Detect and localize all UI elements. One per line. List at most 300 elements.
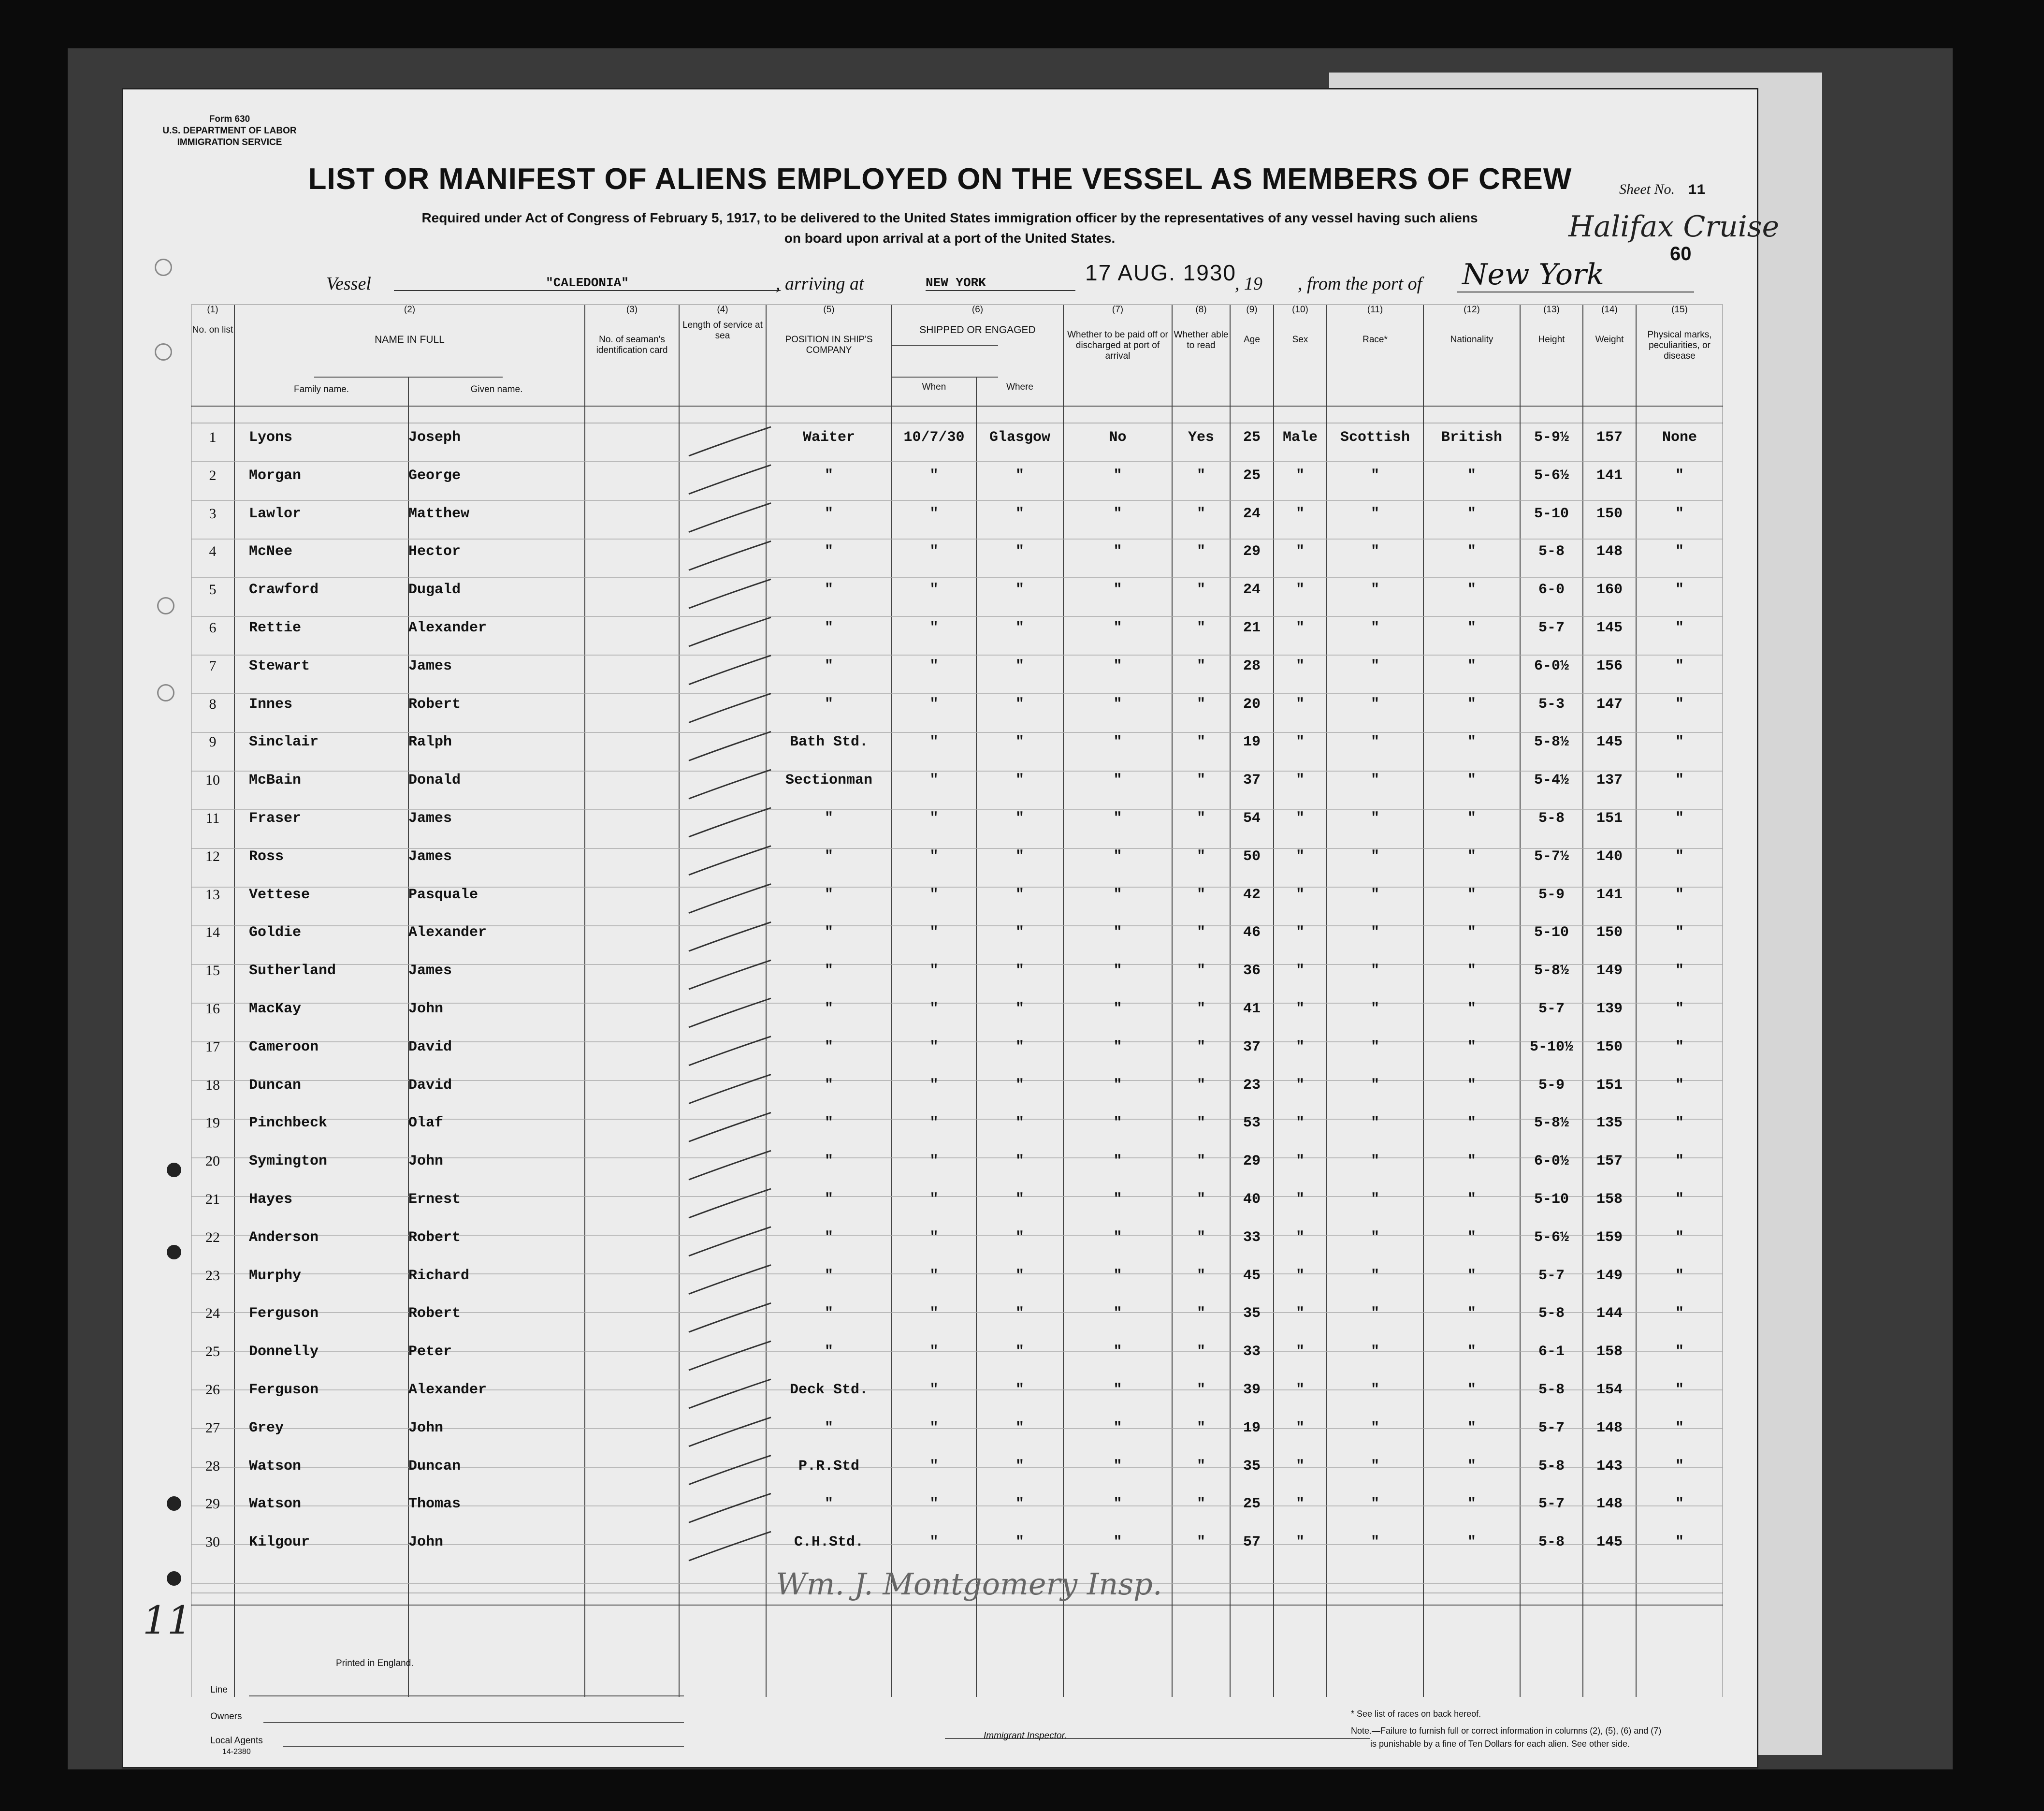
paid-off-cell: " [1113,467,1122,484]
row-number-cell: 9 [209,734,217,750]
shipped-where-cell: " [1015,1153,1024,1170]
row-number-cell: 17 [205,1038,220,1055]
service-tick-mark [689,770,771,799]
shipped-when-cell: 10/7/30 [903,429,965,446]
nationality-cell: " [1467,505,1476,522]
shipped-when-cell: " [929,810,939,827]
family-name-cell: Pinchbeck [249,1115,328,1132]
shipped-when-cell: " [929,1229,939,1246]
col-5-num: (5) [823,305,835,315]
col-1-label: No. on list [192,325,233,335]
shipped-when-cell: " [929,543,939,560]
service-tick-mark [689,1151,771,1180]
able-to-read-cell: " [1196,772,1205,789]
able-to-read-cell: " [1196,734,1205,751]
binder-hole [155,343,172,361]
able-to-read-cell: " [1196,467,1205,484]
sex-cell: " [1295,1038,1305,1055]
col-14-header [1583,305,1636,345]
race-cell: " [1370,657,1379,674]
paid-off-cell: " [1113,810,1122,827]
given-name-cell: David [408,1038,452,1055]
margin-note: 11 [143,1598,192,1643]
position-cell: " [824,582,833,599]
position-cell: " [824,924,833,941]
race-cell: " [1370,1191,1379,1208]
col-4-label: Length of service at sea [682,320,763,341]
weight-cell: 151 [1596,1077,1623,1094]
service-tick-mark [689,846,771,875]
sex-cell: " [1295,1534,1305,1551]
service-tick-mark [689,1341,771,1370]
col-1-num: (1) [207,305,218,315]
nationality-cell: " [1467,657,1476,674]
shipped-when-cell: " [929,1267,939,1284]
shipped-where-cell: " [1015,505,1024,522]
date-stamp: 17 AUG. 1930 [1085,260,1236,285]
physical-marks-cell: " [1675,1496,1684,1513]
nationality-cell: " [1467,1382,1476,1398]
physical-marks-cell: " [1675,963,1684,979]
height-cell: 5-7 [1538,1001,1565,1017]
position-cell: " [824,1191,833,1208]
col-11-label: Race* [1363,335,1388,345]
physical-marks-cell: " [1675,848,1684,865]
shipped-where-cell: " [1015,963,1024,979]
sex-cell: " [1295,620,1305,636]
family-name-cell: Murphy [249,1267,302,1284]
able-to-read-cell: " [1196,1344,1205,1360]
family-name-cell: Ferguson [249,1382,319,1398]
position-cell: Sectionman [785,772,873,789]
shipped-when-cell: " [929,963,939,979]
sex-cell: " [1295,1305,1305,1322]
col-11-header [1327,305,1423,345]
race-cell: " [1370,1496,1379,1513]
position-cell: " [824,810,833,827]
races-note: * See list of races on back hereof. [1351,1709,1481,1719]
vessel-label: Vessel [326,274,371,294]
able-to-read-cell: " [1196,1534,1205,1551]
height-cell: 5-4½ [1534,772,1569,789]
paid-off-cell: " [1113,543,1122,560]
able-to-read-cell: " [1196,505,1205,522]
physical-marks-cell: " [1675,734,1684,751]
family-name-cell: Vettese [249,886,310,903]
weight-cell: 157 [1596,1153,1623,1170]
footer-line-label: Line [210,1685,228,1695]
family-name-cell: MacKay [249,1001,302,1017]
weight-cell: 148 [1596,1496,1623,1513]
race-cell: " [1370,924,1379,941]
service: IMMIGRATION SERVICE [177,137,282,147]
age-cell: 19 [1243,1419,1261,1436]
shipped-when-cell: " [929,886,939,903]
paid-off-cell: " [1113,1344,1122,1360]
nationality-cell: " [1467,1001,1476,1017]
height-cell: 5-8 [1538,1382,1565,1398]
paid-off-cell: " [1113,734,1122,751]
service-tick-mark [689,1532,771,1561]
shipped-where-cell: " [1015,1038,1024,1055]
nationality-cell: " [1467,1458,1476,1475]
col-14-label: Weight [1595,335,1624,345]
from-port: New York [1457,258,1694,292]
footer-agents-label: Local Agents [210,1736,263,1746]
paid-off-cell: " [1113,886,1122,903]
position-cell: " [824,1496,833,1513]
shipped-when-cell: " [929,1496,939,1513]
given-name-cell: Hector [408,543,461,560]
age-cell: 28 [1243,657,1261,674]
col-6-header [892,305,1063,336]
height-cell: 5-7 [1538,1496,1565,1513]
sex-cell: " [1295,924,1305,941]
service-tick-mark [689,1189,771,1218]
race-cell: " [1370,1153,1379,1170]
family-name-cell: Grey [249,1419,284,1436]
sex-cell: " [1295,1419,1305,1436]
arriving-label: , arriving at [776,274,864,294]
col-13-num: (13) [1543,305,1560,315]
paid-off-cell: " [1113,924,1122,941]
shipped-where-cell: " [1015,924,1024,941]
family-name-cell: Ross [249,848,284,865]
binder-hole [155,259,172,276]
printed-in: Printed in England. [336,1658,414,1668]
paid-off-cell: " [1113,1038,1122,1055]
row-number-cell: 28 [205,1458,220,1474]
requirement-line-1: Required under Act of Congress of February 5, 1917, to be delivered to the United States immigration officer by the representatives of any vessel having such aliens [421,210,1478,225]
given-name-cell: Ernest [408,1191,461,1208]
shipped-where-cell: " [1015,1458,1024,1475]
able-to-read-cell: " [1196,1419,1205,1436]
binder-hole [167,1163,181,1177]
given-name-cell: James [408,657,452,674]
height-cell: 5-7 [1538,1419,1565,1436]
sex-cell: " [1295,848,1305,865]
col-8-num: (8) [1195,305,1207,315]
weight-cell: 145 [1596,620,1623,636]
physical-marks-cell: " [1675,620,1684,636]
shipped-where-cell: " [1015,886,1024,903]
sex-cell: " [1295,772,1305,789]
position-cell: C.H.Std. [794,1534,864,1551]
shipped-where-cell: " [1015,1191,1024,1208]
given-name-cell: Duncan [408,1458,461,1475]
physical-marks-cell: " [1675,1305,1684,1322]
height-cell: 5-8 [1538,543,1565,560]
service-tick-mark [689,694,771,723]
weight-cell: 158 [1596,1191,1623,1208]
position-cell: Deck Std. [789,1382,869,1398]
given-name-cell: David [408,1077,452,1094]
nationality-cell: " [1467,620,1476,636]
age-cell: 33 [1243,1344,1261,1360]
row-number-cell: 14 [205,924,220,941]
position-cell: " [824,963,833,979]
weight-cell: 135 [1596,1115,1623,1132]
able-to-read-cell: " [1196,1382,1205,1398]
family-name-cell: Goldie [249,924,302,941]
weight-cell: 154 [1596,1382,1623,1398]
family-name-cell: Sinclair [249,734,319,751]
nationality-cell: British [1441,429,1503,446]
sex-cell: " [1295,696,1305,713]
race-cell: " [1370,582,1379,599]
shipped-when-cell: " [929,1191,939,1208]
weight-cell: 157 [1596,429,1623,446]
weight-cell: 140 [1596,848,1623,865]
family-name-cell: Cameroon [249,1038,319,1055]
height-cell: 6-0½ [1534,1153,1569,1170]
position-cell: " [824,886,833,903]
height-cell: 5-8½ [1534,1115,1569,1132]
service-tick-mark [689,656,771,685]
able-to-read-cell: " [1196,657,1205,674]
service-tick-mark [689,808,771,837]
col-2-header [234,305,585,345]
paid-off-cell: " [1113,1305,1122,1322]
position-cell: " [824,1267,833,1284]
nationality-cell: " [1467,886,1476,903]
family-name-cell: Crawford [249,582,319,599]
row-number-cell: 26 [205,1382,220,1398]
given-name-cell: James [408,848,452,865]
height-cell: 5-6½ [1534,467,1569,484]
col-3-num: (3) [626,305,638,315]
family-name-cell: Ferguson [249,1305,319,1322]
age-cell: 35 [1243,1458,1261,1475]
row-number-cell: 18 [205,1077,220,1093]
col-3-header [585,305,679,356]
age-cell: 54 [1243,810,1261,827]
physical-marks-cell: " [1675,505,1684,522]
height-cell: 5-7½ [1534,848,1569,865]
age-cell: 25 [1243,429,1261,446]
paid-off-cell: " [1113,1077,1122,1094]
department: U.S. DEPARTMENT OF LABOR [162,126,297,136]
given-name-cell: Thomas [408,1496,461,1513]
given-name-cell: George [408,467,461,484]
given-name-cell: Matthew [408,505,470,522]
race-cell: " [1370,1458,1379,1475]
shipped-where-cell: " [1015,620,1024,636]
age-cell: 21 [1243,620,1261,636]
given-name-cell: John [408,1534,444,1551]
family-name-cell: Morgan [249,467,302,484]
nationality-cell: " [1467,543,1476,560]
age-cell: 25 [1243,467,1261,484]
given-name-cell: Joseph [408,429,461,446]
nationality-cell: " [1467,810,1476,827]
age-cell: 37 [1243,772,1261,789]
position-cell: " [824,696,833,713]
col-14-num: (14) [1601,305,1618,315]
shipped-when-cell: " [929,1382,939,1398]
col-8-label: Whether able to read [1174,330,1229,351]
given-name-cell: Robert [408,696,461,713]
weight-cell: 137 [1596,772,1623,789]
family-name-cell: Symington [249,1153,328,1170]
inspector-label: Immigrant Inspector. [984,1731,1067,1741]
age-cell: 53 [1243,1115,1261,1132]
service-tick-mark [689,1456,771,1485]
service-tick-mark [689,1227,771,1256]
shipped-when-cell: " [929,696,939,713]
height-cell: 5-10 [1534,505,1569,522]
shipped-where-cell: " [1015,810,1024,827]
nationality-cell: " [1467,1267,1476,1284]
sex-cell: " [1295,1077,1305,1094]
binder-hole [167,1571,181,1586]
sex-cell: " [1295,582,1305,599]
position-cell: Bath Std. [789,734,869,751]
col-4-num: (4) [717,305,728,315]
col-3-label: No. of seaman's identification card [596,335,668,355]
weight-cell: 160 [1596,582,1623,599]
weight-cell: 145 [1596,734,1623,751]
row-number-cell: 27 [205,1419,220,1436]
manifest-sheet [123,89,1780,1767]
shipped-when-cell: " [929,505,939,522]
given-name-cell: James [408,963,452,979]
row-number-cell: 29 [205,1496,220,1512]
col-13-header [1520,305,1583,345]
page-title: LIST OR MANIFEST OF ALIENS EMPLOYED ON THE VESSEL AS MEMBERS OF CREW [308,162,1572,196]
height-cell: 6-0 [1538,582,1565,599]
weight-cell: 156 [1596,657,1623,674]
row-number-cell: 21 [205,1191,220,1207]
able-to-read-cell: " [1196,1001,1205,1017]
physical-marks-cell: " [1675,467,1684,484]
weight-cell: 139 [1596,1001,1623,1017]
family-name-cell: Innes [249,696,293,713]
age-cell: 42 [1243,886,1261,903]
sex-cell: Male [1282,429,1318,446]
footer-line-rule [249,1695,684,1696]
family-name-cell: Anderson [249,1229,319,1246]
shipped-when-cell: " [929,467,939,484]
given-name-cell: James [408,810,452,827]
inspector-signature: Wm. J. Montgomery Insp. [776,1566,1162,1602]
sheet-number-value: 11 [1688,182,1706,199]
service-tick-mark [689,579,771,608]
race-cell: " [1370,505,1379,522]
family-name-cell: Sutherland [249,963,336,979]
able-to-read-cell: " [1196,1077,1205,1094]
nationality-cell: " [1467,848,1476,865]
service-tick-mark [689,998,771,1027]
sex-cell: " [1295,1001,1305,1017]
weight-cell: 141 [1596,886,1623,903]
paid-off-cell: " [1113,1267,1122,1284]
physical-marks-cell: " [1675,1534,1684,1551]
able-to-read-cell: " [1196,1305,1205,1322]
nationality-cell: " [1467,1344,1476,1360]
col-8-header [1172,305,1230,351]
position-cell: " [824,1305,833,1322]
sex-cell: " [1295,963,1305,979]
shipped-when-cell: " [929,848,939,865]
paid-off-cell: " [1113,772,1122,789]
position-cell: " [824,1001,833,1017]
shipped-where-cell: " [1015,1534,1024,1551]
physical-marks-cell: " [1675,1458,1684,1475]
given-name-cell: John [408,1153,444,1170]
footer-agents-rule [283,1746,684,1747]
shipped-where-cell: " [1015,1001,1024,1017]
shipped-where-cell: " [1015,1305,1024,1322]
row-number-cell: 20 [205,1153,220,1169]
nationality-cell: " [1467,1191,1476,1208]
race-cell: " [1370,886,1379,903]
sex-cell: " [1295,810,1305,827]
able-to-read-cell: " [1196,963,1205,979]
able-to-read-cell: " [1196,886,1205,903]
binder-hole [157,684,174,701]
page-count: 60 [1670,243,1692,264]
age-cell: 29 [1243,1153,1261,1170]
height-cell: 6-0½ [1534,657,1569,674]
shipped-where-cell: " [1015,657,1024,674]
shipped-where-cell: " [1015,1419,1024,1436]
col-6-label: SHIPPED OR ENGAGED [919,324,1036,336]
family-name-cell: McNee [249,543,293,560]
row-number-cell: 1 [209,429,217,445]
col-4-header [679,305,766,341]
nationality-cell: " [1467,1229,1476,1246]
physical-marks-cell: " [1675,657,1684,674]
col-15-num: (15) [1671,305,1688,315]
height-cell: 6-1 [1538,1344,1565,1360]
form-header [162,114,297,148]
weight-cell: 145 [1596,1534,1623,1551]
col-12-label: Nationality [1450,335,1493,345]
position-cell: " [824,1344,833,1360]
binder-hole [167,1245,181,1259]
row-number-cell: 10 [205,772,220,789]
where-header: Where [1006,382,1033,392]
race-cell: " [1370,734,1379,751]
col-15-header [1636,305,1723,362]
shipped-when-cell: " [929,1305,939,1322]
shipped-where-cell: " [1015,1115,1024,1132]
given-name-cell: Richard [408,1267,470,1284]
position-cell: " [824,1038,833,1055]
physical-marks-cell: " [1675,543,1684,560]
race-cell: " [1370,1382,1379,1398]
shipped-when-cell: " [929,1419,939,1436]
sex-cell: " [1295,1267,1305,1284]
service-tick-mark [689,503,771,532]
paid-off-cell: " [1113,1496,1122,1513]
physical-marks-cell: " [1675,1419,1684,1436]
age-cell: 50 [1243,848,1261,865]
nationality-cell: " [1467,1038,1476,1055]
nationality-cell: " [1467,1077,1476,1094]
height-cell: 5-8 [1538,1458,1565,1475]
physical-marks-cell: None [1662,429,1697,446]
able-to-read-cell: " [1196,543,1205,560]
age-cell: 57 [1243,1534,1261,1551]
family-name-cell: Hayes [249,1191,293,1208]
race-cell: " [1370,963,1379,979]
service-tick-mark [689,1417,771,1446]
height-cell: 5-8 [1538,1534,1565,1551]
position-cell: " [824,1115,833,1132]
sheet-number-label: Sheet No. [1619,181,1675,197]
